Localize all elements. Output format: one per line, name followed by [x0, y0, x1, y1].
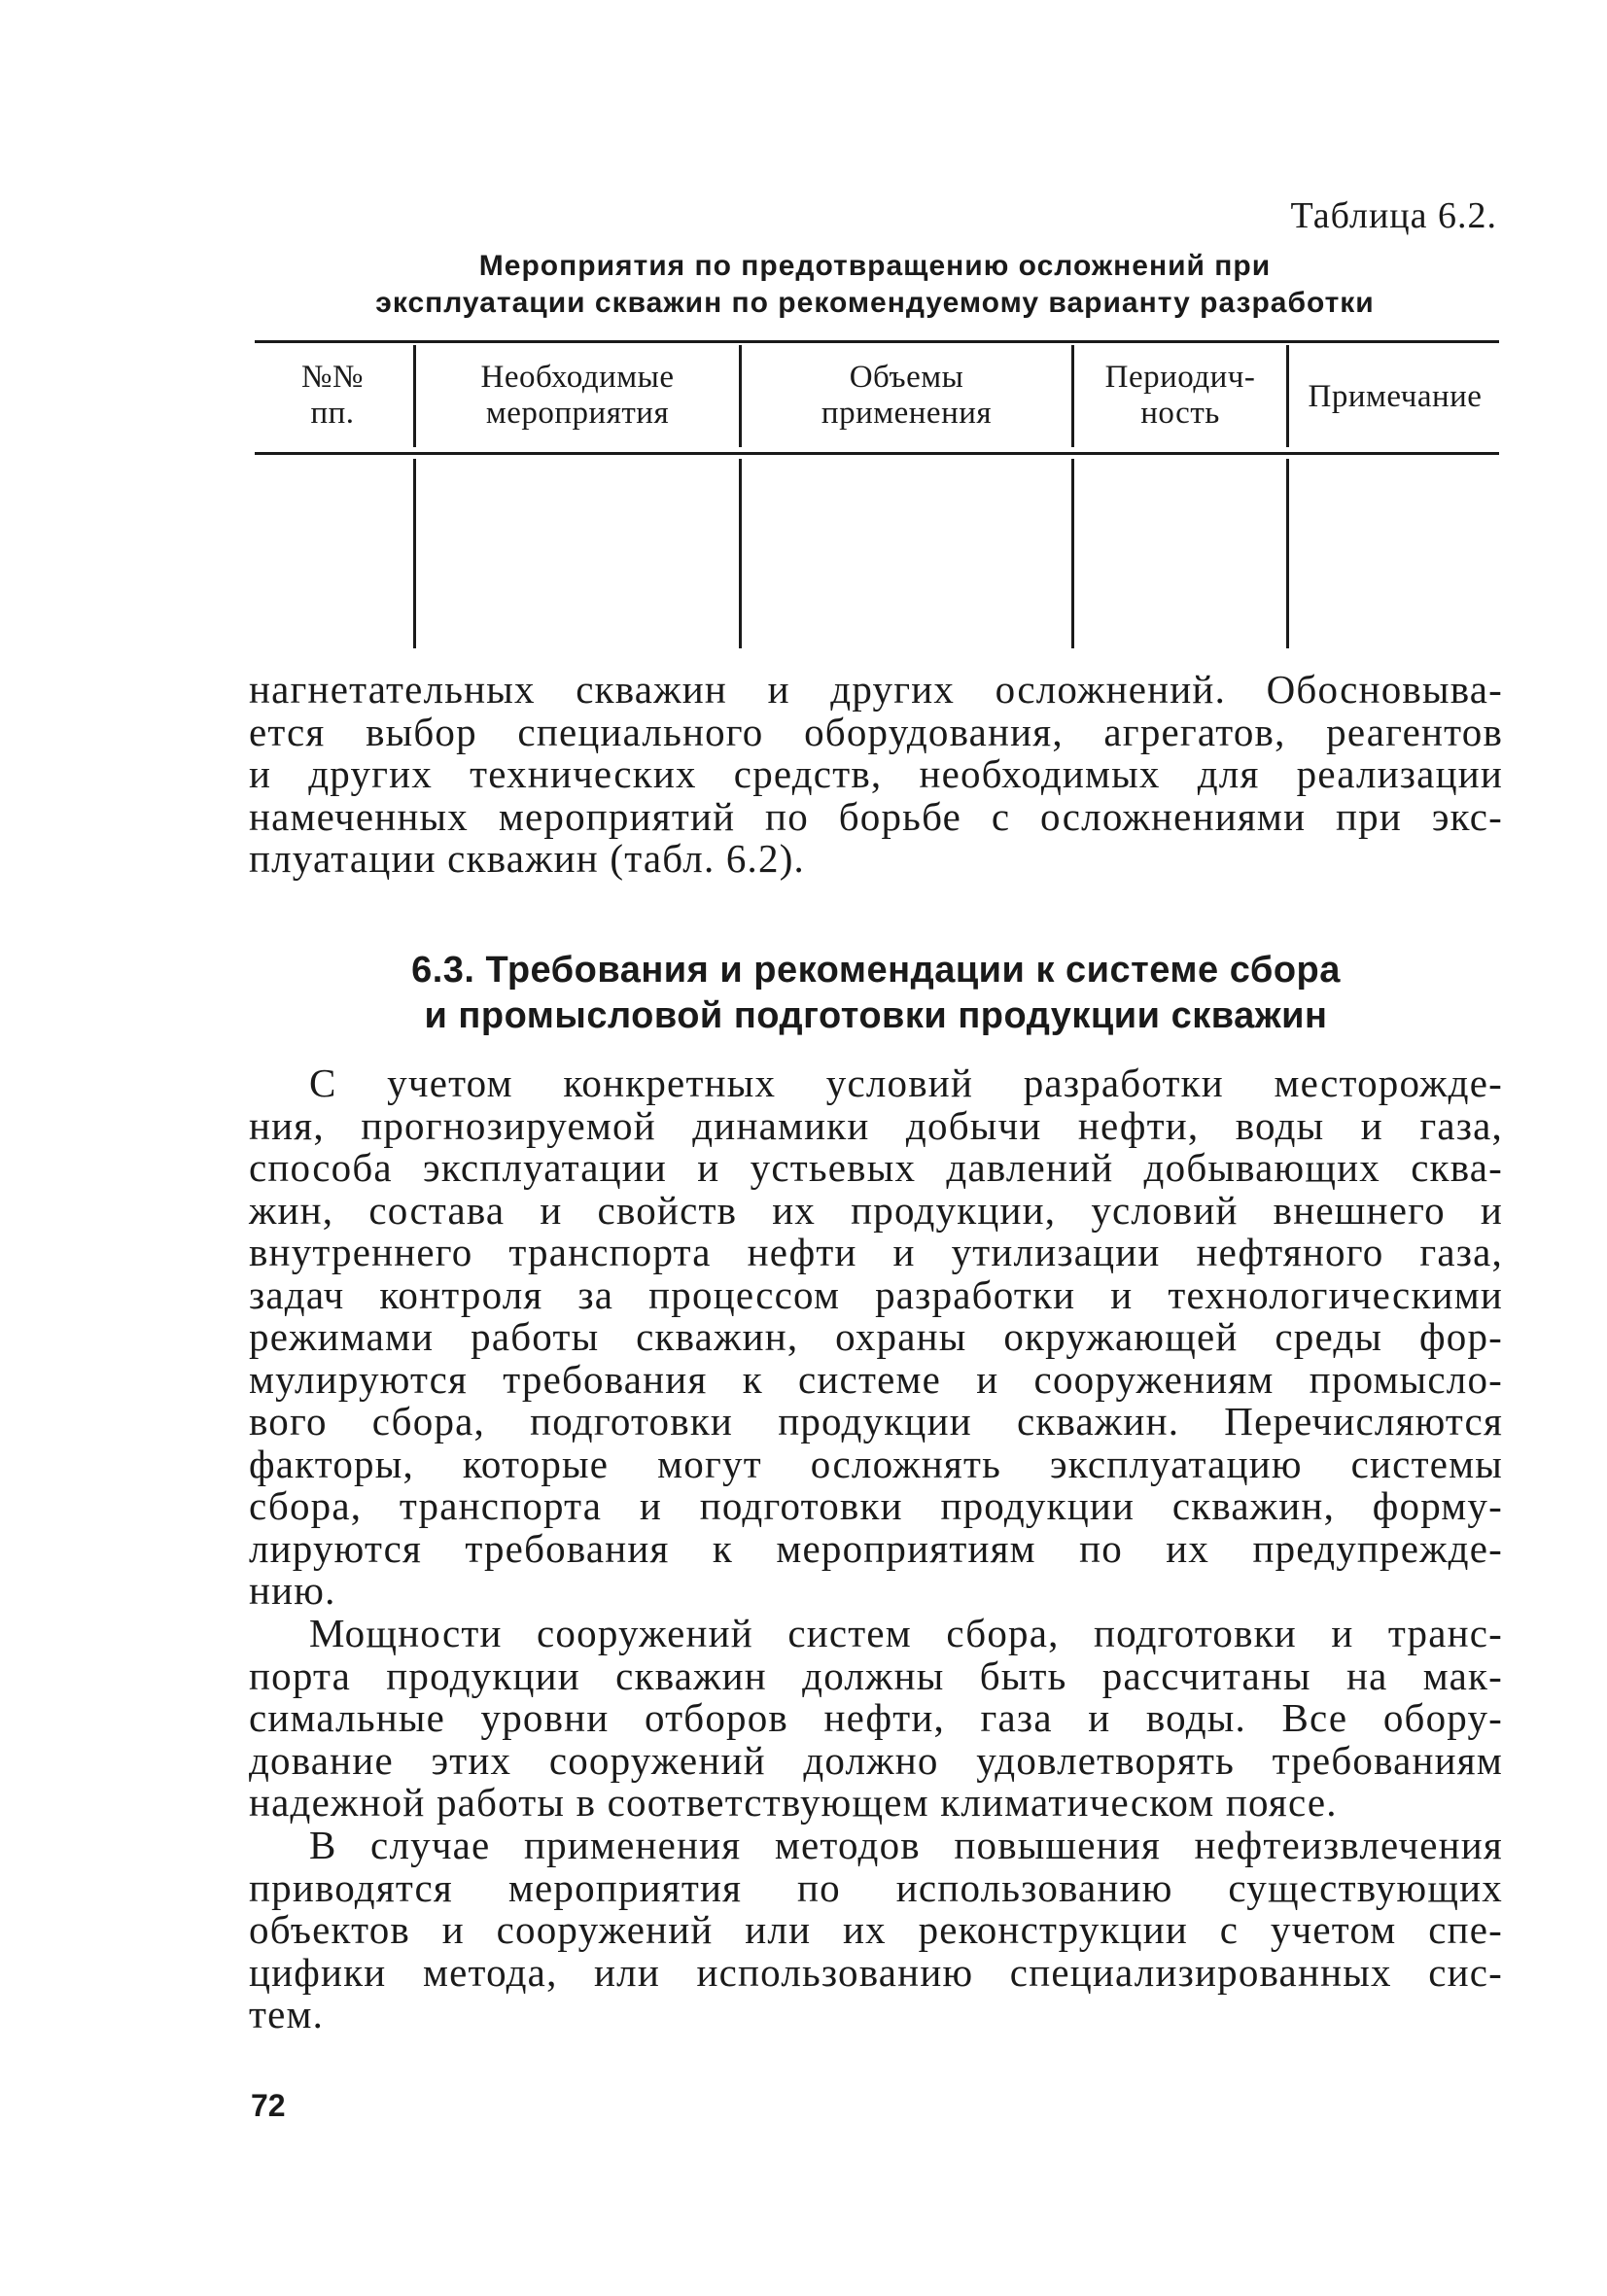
- table-title-line: Мероприятия по предотвращению осложнений при: [478, 250, 1272, 282]
- column-divider: [1071, 459, 1074, 648]
- page-number: 72: [251, 2088, 286, 2123]
- table-header-notes: Примечание: [1308, 379, 1483, 414]
- table-header-measures: Необходимые мероприятия: [480, 360, 675, 431]
- table-header-number: №№ пп.: [301, 360, 364, 431]
- table-label: Таблица 6.2.: [1290, 195, 1497, 236]
- column-divider: [1286, 345, 1289, 447]
- column-divider: [1071, 345, 1074, 447]
- section-heading: 6.3. Требования и рекомендации к системе сбора и промысловой подготовки продукции скважин: [411, 950, 1341, 1036]
- paragraph: Мощности сооружений систем сбора, подготовки и транс- порта продукции скважин должны быть рассчитаны на мак- симальные уровни отборов нефти, газа и воды. Все обору- дование этих сооружений должно удовлетворять требованиям надежной работы в соответствующем климатическом поясе.: [249, 1611, 1503, 1825]
- column-divider: [413, 345, 416, 447]
- column-divider: [413, 459, 416, 648]
- table-top-rule: [255, 340, 1499, 343]
- paragraph: С учетом конкретных условий разработки месторожде- ния, прогнозируемой динамики добычи нефти, воды и газа, способа эксплуатации и устьевых давлений добывающих сква- жин, состава и свойств их продукции, условий внешнего и внутреннего транспорта нефти и утилизации нефтяного газа, задач контроля за процессом разработки и технологическими режимами работы скважин, охраны окружающей среды фор- мулируются требования к системе и сооружениям промысло- вого сбора, подготовки продукции скважин. Перечисляются факторы, которые могут осложнять эксплуатацию системы сбора, транспорта и подготовки продукции скважин, форму- лируются требования к мероприятиям по их предупрежде- нию.: [249, 1061, 1503, 1613]
- table-title-line: эксплуатации скважин по рекомендуемому варианту разработки: [375, 287, 1375, 319]
- paragraph: нагнетательных скважин и других осложнений. Обосновыва- ется выбор специального оборудования, агрегатов, реагентов и других технических средств, необходимых для реализации намеченных мероприятий по борьбе с осложнениями при экс- плуатации скважин (табл. 6.2).: [249, 667, 1503, 881]
- column-divider: [1286, 459, 1289, 648]
- table-header-volumes: Объемы применения: [821, 360, 993, 431]
- table-header-periodicity: Периодич- ность: [1104, 360, 1256, 431]
- paragraph: В случае применения методов повышения нефтеизвлечения приводятся мероприятия по использованию существующих объектов и сооружений или их реконструкции с учетом спе- цифики метода, или использованию специализированных сис- тем.: [249, 1823, 1503, 2036]
- column-divider: [739, 345, 742, 447]
- column-divider: [739, 459, 742, 648]
- table-header-rule: [255, 452, 1499, 455]
- table-title: [243, 248, 1507, 322]
